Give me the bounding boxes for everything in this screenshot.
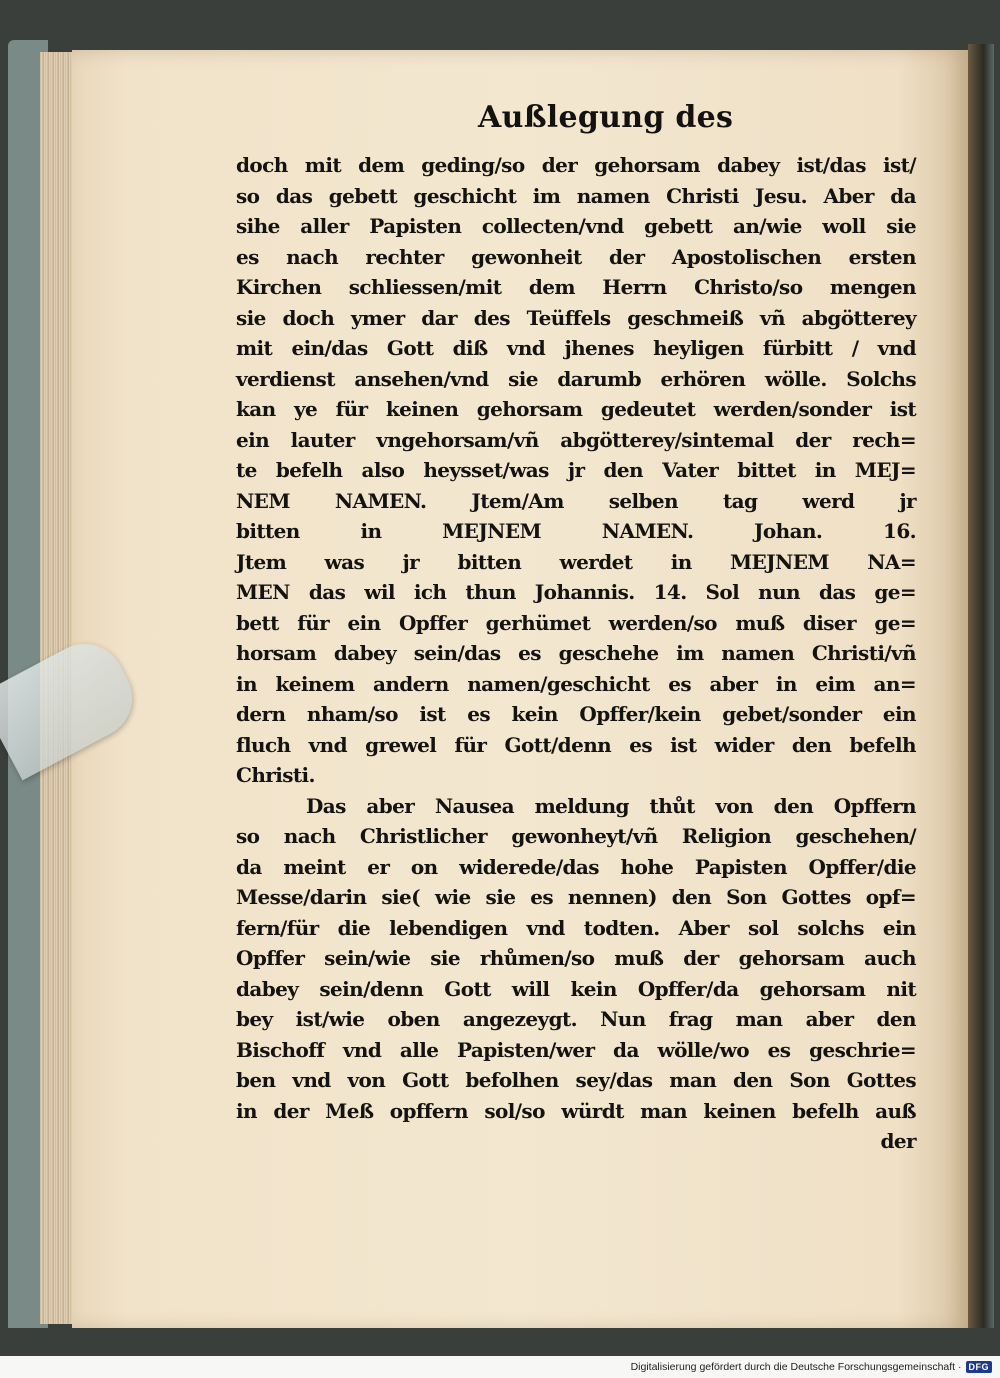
- text-line: bett für ein Opffer gerhümet werden/so muß diser ge=: [236, 610, 916, 635]
- text-line: mit ein/das Gott diß vnd jhenes heyligen fürbitt / vnd: [236, 336, 916, 360]
- book-binding: [968, 44, 994, 1336]
- text-line: verdienst ansehen/vnd sie darumb erhören wölle. Solchs: [236, 366, 916, 391]
- text-line: bitten in MEJNEM NAMEN. Johan. 16.: [236, 519, 916, 543]
- text-line: dabey sein/denn Gott will kein Opffer/da gehorsam nit: [236, 976, 916, 1001]
- text-line: so nach Christlicher gewonheyt/vñ Religion geschehen/: [236, 824, 916, 848]
- text-line: horsam dabey sein/das es geschehe im namen Christi/vñ: [236, 641, 916, 665]
- text-line: MEN das wil ich thun Johannis. 14. Sol nun das ge=: [236, 580, 916, 604]
- text-line: in der Meß opffern sol/so würdt man keinen befelh auß: [236, 1098, 916, 1123]
- text-line: NEM NAMEN. Jtem/Am selben tag werd jr: [236, 488, 916, 513]
- text-line: Messe/darin sie( wie sie es nennen) den Son Gottes opf=: [236, 885, 916, 909]
- text-line: bey ist/wie oben angezeygt. Nun frag man aber den: [236, 1007, 916, 1031]
- text-line: Opffer sein/wie sie rhůmen/so muß der gehorsam auch: [236, 946, 916, 970]
- text-line: sie doch ymer dar des Teüffels geschmeiß vñ abgötterey: [236, 305, 916, 330]
- credit-text: Digitalisierung gefördert durch die Deutsche Forschungsgemeinschaft ·: [630, 1361, 962, 1373]
- page-body-text: [236, 150, 916, 1157]
- text-line: Jtem was jr bitten werdet in MEJNEM NA=: [236, 549, 916, 574]
- text-line: kan ye für keinen gehorsam gedeutet werden/sonder ist: [236, 397, 916, 421]
- text-line: sihe aller Papisten collecten/vnd gebett an/wie woll sie: [236, 214, 916, 238]
- text-line: in keinem andern namen/geschicht es aber in eim an=: [236, 671, 916, 696]
- text-line: so das gebett geschicht im namen Christi Jesu. Aber da: [236, 183, 916, 208]
- catchword: der: [880, 1129, 916, 1153]
- text-line: Kirchen schliessen/mit dem Herrn Christo/so mengen: [236, 275, 916, 299]
- dfg-logo-icon: DFG: [966, 1361, 993, 1373]
- text-line: Christi.: [236, 763, 315, 787]
- text-line: Bischoff vnd alle Papisten/wer da wölle/wo es geschrie=: [236, 1037, 916, 1062]
- text-line: ben vnd von Gott befolhen sey/das man den Son Gottes: [236, 1068, 916, 1092]
- text-line: es nach rechter gewonheit der Apostolischen ersten: [236, 244, 916, 269]
- scan-bottom-border: [0, 1328, 1000, 1356]
- text-line: doch mit dem geding/so der gehorsam dabey ist/das ist/: [236, 153, 916, 177]
- text-line: dern nham/so ist es kein Opffer/kein gebet/sonder ein: [236, 702, 916, 726]
- running-head: Außlegung des: [478, 100, 734, 135]
- text-line: te befelh also heysset/was jr den Vater bittet in MEJ=: [236, 458, 916, 482]
- text-line: ein lauter vngehorsam/vñ abgötterey/sintemal der rech=: [236, 427, 916, 452]
- digitization-credit: [631, 1361, 992, 1373]
- text-line: fern/für die lebendigen vnd todten. Aber sol solchs ein: [236, 915, 916, 940]
- text-line: da meint er on widerede/das hohe Papisten Opffer/die: [236, 854, 916, 879]
- paragraph-start-line: Das aber Nausea meldung thůt von den Opffern: [306, 793, 916, 818]
- text-line: fluch vnd grewel für Gott/denn es ist wider den befelh: [236, 732, 916, 757]
